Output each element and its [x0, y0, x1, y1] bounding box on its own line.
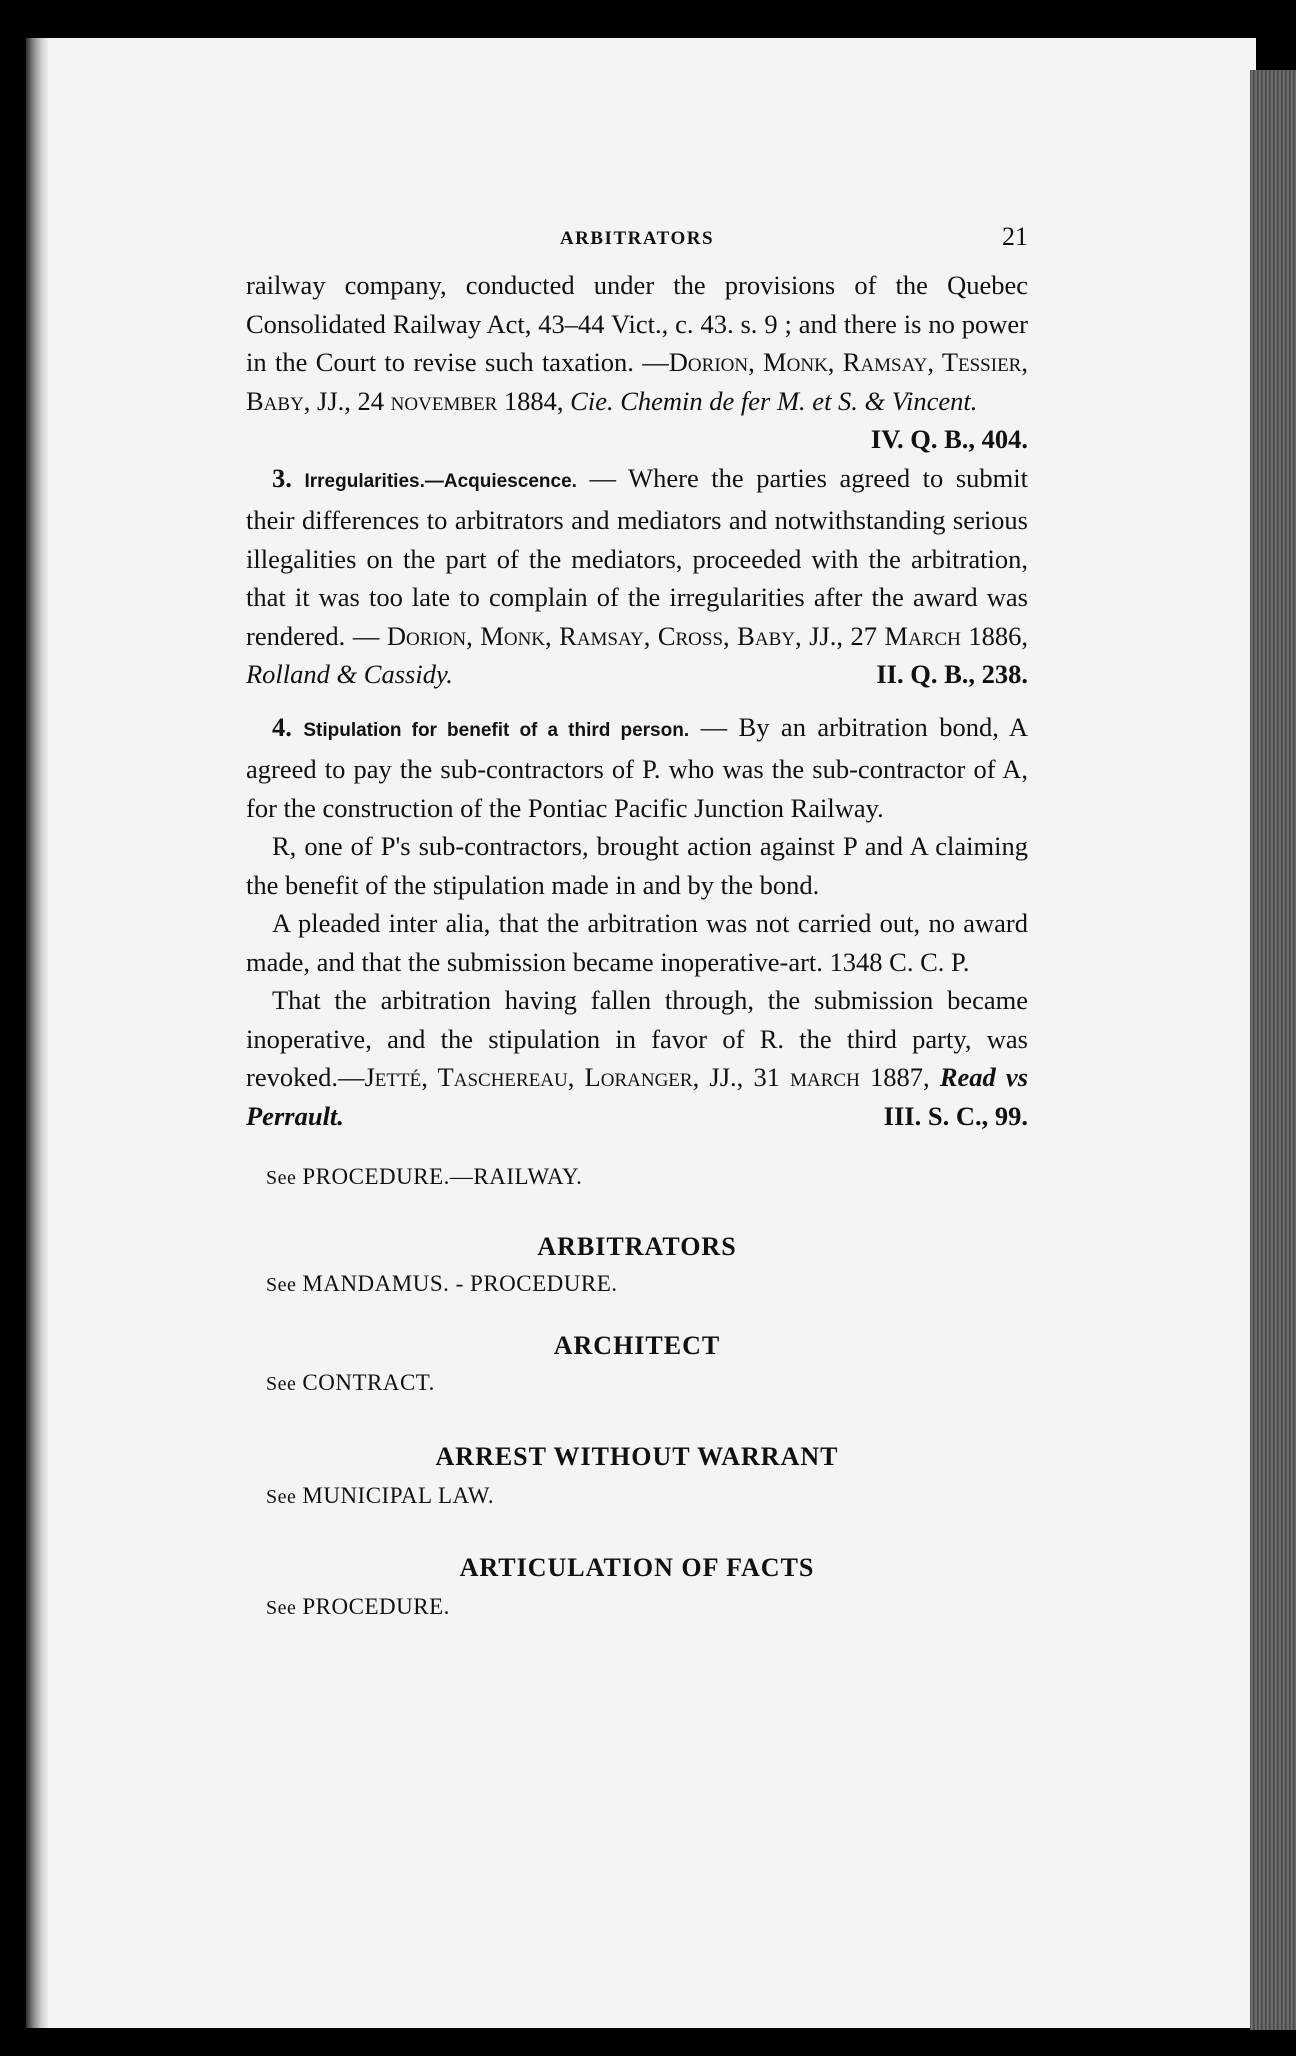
paragraph-text: — By an arbitration bond, A agreed to pay the sub-contractors of P. who was the sub-contractor of A, for the construction of the Pontiac Pacific Junction Railway. — [246, 711, 1028, 823]
cross-reference-target: PROCEDURE.—RAILWAY. — [302, 1164, 583, 1189]
paragraph-4-holding — [246, 981, 1028, 1135]
index-entry — [246, 1331, 1028, 1400]
decision-date: , 27 March 1886, — [836, 620, 1028, 651]
see-label: See — [266, 1597, 297, 1619]
cross-reference-target: CONTRACT. — [302, 1370, 435, 1395]
cross-reference — [266, 1480, 1028, 1513]
paragraph-text: That the arbitration having fallen through, the submission became inoperative, and the stipulation in favor of R. the third party, was revoked.— — [246, 985, 1028, 1092]
running-head — [246, 220, 1028, 260]
decision-date: , 31 march 1887, — [736, 1062, 940, 1092]
paragraph-4-continued: A pleaded inter alia, that the arbitration was not carried out, no award made, and that the submission became inoperative-art. 1348 C. C. P. — [246, 908, 1028, 977]
paragraph-text: railway company, conducted under the provisions of the Quebec Consolidated Railway Act, 43–44 Vict., c. 43. s. 9 ; and there is no power in the Court to revise such taxation. — — [246, 270, 1028, 377]
see-label: See — [266, 1373, 297, 1395]
case-name: Read vs Perrault. — [246, 1062, 1029, 1131]
page-content — [246, 220, 1028, 1624]
paragraph-number: 3. — [272, 462, 292, 493]
paragraph-text: — Where the parties agreed to submit their differences to arbitrators and mediators and notwithstanding serious illegalities on the part of the mediators, proceeded with the arbitration, that it was too late to complain of the irregularities after the award was rendered. — — [246, 462, 1028, 651]
cross-reference-target: MUNICIPAL LAW. — [302, 1483, 495, 1508]
index-entry — [246, 1442, 1028, 1513]
paragraph-number: 4. — [272, 711, 292, 742]
judges: Jetté, Taschereau, Loranger, JJ. — [364, 1062, 737, 1092]
page-binding-shadow — [26, 38, 48, 2028]
judges: Dorion, Monk, Ramsay, Tessier, Baby, JJ — [246, 347, 1028, 416]
cross-reference-target: MANDAMUS. - PROCEDURE. — [302, 1271, 618, 1296]
see-label: See — [266, 1486, 297, 1508]
entry-heading: ARTICULATION OF FACTS — [459, 1553, 815, 1582]
report-citation: IV. Q. B., 404. — [870, 424, 1028, 454]
paragraph-4-continued: R, one of P's sub-contractors, brought action against P and A claiming the benefit of the stipulation made in and by the bond. — [246, 831, 1028, 900]
judges: Dorion, Monk, Ramsay, Cross, Baby, JJ. — [386, 620, 837, 651]
entry-heading: ARCHITECT — [553, 1331, 721, 1360]
cross-reference — [266, 1367, 1028, 1400]
cross-reference — [266, 1591, 1028, 1624]
decision-date: ., 24 november 1884, — [337, 385, 571, 416]
see-also-entry — [246, 1161, 1028, 1194]
entry-heading: ARREST WITHOUT WARRANT — [435, 1442, 839, 1471]
book-page-edges — [1250, 70, 1296, 2030]
cross-reference — [266, 1268, 1028, 1301]
paragraph-continued — [246, 266, 1028, 454]
paragraph-lead: Irregularities.—Acquiescence. — [304, 470, 577, 492]
cross-reference — [266, 1161, 1028, 1194]
report-citation: III. S. C., 99. — [883, 1100, 1028, 1131]
running-head-title: ARBITRATORS — [559, 228, 715, 249]
index-entry — [246, 1553, 1028, 1624]
see-label: See — [266, 1167, 297, 1189]
see-label: See — [266, 1274, 297, 1296]
cross-reference-target: PROCEDURE. — [302, 1594, 450, 1619]
paragraph-3 — [246, 459, 1028, 694]
page-number: 21 — [1002, 222, 1028, 251]
paragraph-lead: Stipulation for benefit of a third person. — [303, 719, 690, 741]
paragraph-4 — [246, 708, 1028, 828]
index-entry — [246, 1232, 1028, 1301]
report-citation: II. Q. B., 238. — [876, 659, 1028, 689]
entry-heading: ARBITRATORS — [537, 1232, 737, 1261]
case-name: Cie. Chemin de fer M. et S. & Vincent. — [570, 385, 978, 416]
case-name: Rolland & Cassidy. — [246, 659, 453, 689]
